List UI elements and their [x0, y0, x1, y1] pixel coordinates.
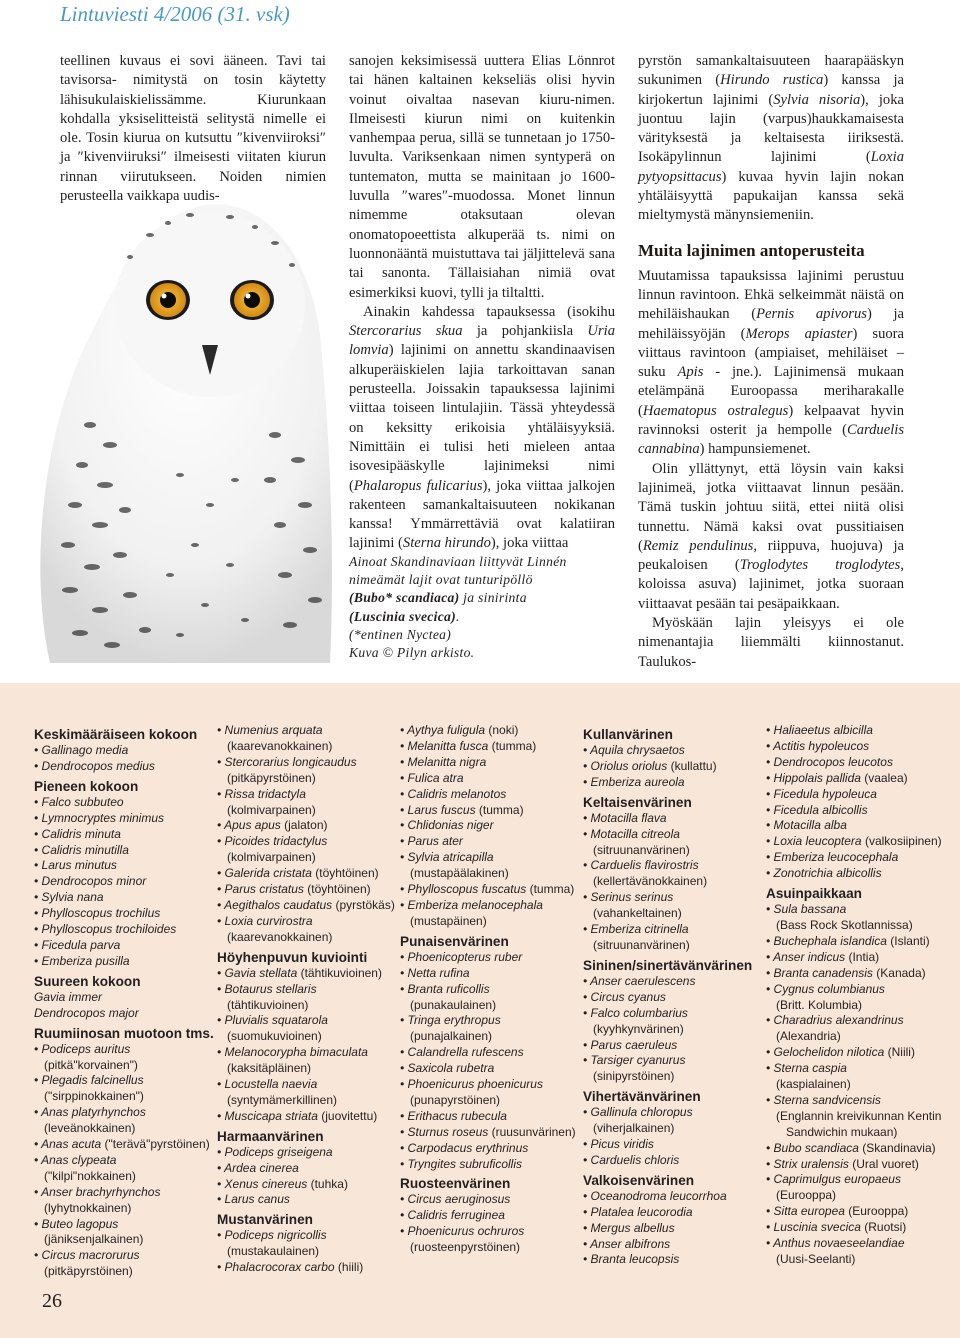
col2-paragraph-1: sanojen keksimisessä uuttera Elias Lönnrot tai hänen kaltainen kekseliäs olisi hyvin voinut oivaltaa nasevan kiuru-nimen. Ilmeisesti kiurun nimi on kuitenkin vanhempaa perua, sillä se tunnetaan jo 1750-luvulta. Variksenkaan nimen syntyperä on tuntematon, mutta se mainitaan jo 1600- luvulla ″wares″-muodossa. Monet linnun nimemme otaksutaan olevan onomatopoeettista alkuperää ts. nimi on luonnonääntä muistuttava tai jäljittelevä sana tai sanonta. Tällaisiahan nimiä ovat esimerkiksi kuovi, tylli ja tiltaltti. [349, 53, 615, 301]
species-item: • Phylloscopus trochilus [34, 906, 161, 921]
species-meaning: (sitruunanvärinen) [593, 842, 690, 857]
species-item: • Parus caeruleus [583, 1037, 678, 1052]
category-heading: Suureen kokoon [34, 973, 141, 989]
species-item: • Luscinia svecica (Ruotsi) [766, 1220, 907, 1235]
species-item: • Anser brachyrhynchos [34, 1184, 161, 1199]
col3-paragraph-3: Olin yllättynyt, että löysin vain kaksi lajinimeä, jotka viittaavat linnun pesään. Tämä tuskin johtuu siitä, ettei niitä olisi tunnettu. Nämä kaksi ovat pussitiaisen (Remiz pendulinus, riippuva, huojuva) ja peukaloisen (Troglodytes troglodytes, koloissa asuva) lajinimet, jotka suoraan viittaavat pesään tai pesäpaikkaan. [638, 460, 904, 612]
species-item: • Carduelis chloris [583, 1152, 680, 1167]
species-item: • Stercorarius longicaudus [217, 754, 357, 769]
species-meaning: (pitkäpyrstöinen) [227, 770, 316, 785]
species-item: • Mergus albellus [583, 1220, 675, 1235]
species-meaning: (sinipyrstöinen) [593, 1069, 675, 1084]
species-meaning: (mustapäälakinen) [410, 866, 509, 881]
species-item: • Erithacus rubecula [400, 1108, 507, 1123]
section-heading: Muita lajinimen antoperusteita [638, 240, 865, 260]
species-item: • Aquila chrysaetos [583, 743, 685, 757]
species-item: • Melanitta nigra [400, 754, 487, 769]
col3-paragraph-1: pyrstön samankaltaisuuteen haarapääskyn sukunimen (Hirundo rustica) kanssa ja kirjokertun lajinimi (Sylvia nisoria), joka juontuu lajin (varpus)haukkamaisesta värityksestä ja keltaisesta iiriksestä. Isokäpylinnun lajinimi (Loxia pytyopsittacus) kuvaa hyvin lajin nokan yhtäläisyyttä papukaijan kanssa sekä mieltymystä mänynsiemeniin. [638, 53, 904, 224]
species-item: • Actitis hypoleucos [766, 738, 870, 753]
species-meaning: (Eurooppa) [776, 1188, 837, 1203]
category-heading: Keskimääräiseen kokoon [34, 727, 198, 742]
col3-paragraph-2: Muutamissa tapauksissa lajinimi perustuu linnun ravintoon. Ehkä selkeimmät näistä on mehiläishaukan (Pernis apivorus) ja mehiläissyöjän (Merops apiaster) suora viittaus ravintoon (ampiaiset, mehiläiset – suku Apis - jne.). Lajinimensä mukaan etelämpänä Euroopassa meriharakalle (Haematopus ostralegus) kelpaavat hyvin ravinnoksi osterit ja hempolle (Carduelis cannabina) hampunsiemenet. [638, 267, 904, 458]
species-item: • Calandrella rufescens [400, 1045, 524, 1060]
species-item: • Botaurus stellaris [217, 981, 317, 996]
category-heading: Vihertävänvärinen [583, 1089, 701, 1105]
species-item: • Strix uralensis (Ural vuoret) [766, 1156, 919, 1171]
species-item: • Emberiza pusilla [34, 953, 130, 968]
species-item: • Phylloscopus fuscatus (tumma) [400, 882, 575, 897]
species-item: • Phylloscopus trochiloides [34, 922, 177, 937]
species-item: • Anas clypeata [34, 1152, 117, 1167]
species-meaning: ("sirppinokkainen") [44, 1089, 144, 1104]
species-item: • Phalacrocorax carbo (hiili) [217, 1260, 364, 1275]
page-number: 26 [42, 1290, 62, 1312]
category-heading: Asuinpaikkaan [766, 886, 862, 902]
species-item: • Melanocorypha bimaculata [217, 1045, 368, 1060]
species-item: • Locustella naevia [217, 1077, 318, 1092]
species-item: • Tryngites subruficollis [400, 1156, 523, 1171]
species-item: • Larus fuscus (tumma) [400, 802, 524, 817]
col1-paragraph: teellinen kuvaus ei sovi ääneen. Tavi tai tavisorsa- nimitystä on tosin käytetty lähisukulaiskielissämme. Kiurunkaan kohdalla yksiselitteistä selitystä nimelle ei ole. Tosin kiurua on kutsuttu ″kivenviiroksi″ ja ″kivenviiruksi″ ilmeisesti viitaten kiurun rinnan viirutukseen. Noiden nimien perusteella vaikkapa uudis- [60, 53, 326, 205]
species-item: • Gelochelidon nilotica (Niili) [766, 1045, 915, 1060]
species-item: • Anser albifrons [583, 1236, 671, 1251]
species-meaning: (leveänokkainen) [44, 1121, 136, 1136]
species-item: • Carpodacus erythrinus [400, 1140, 529, 1155]
species-item: • Zonotrichia albicollis [766, 866, 882, 881]
species-item: • Plegadis falcinellus [34, 1073, 144, 1088]
species-meaning: (mustakaulainen) [227, 1244, 320, 1259]
species-meaning: (vahankeltainen) [593, 906, 682, 921]
species-item: • Sitta europea (Eurooppa) [766, 1204, 909, 1219]
species-item: • Dendrocopos minor [34, 874, 147, 889]
species-item: • Oriolus oriolus (kullattu) [583, 758, 717, 773]
species-item: • Aythya fuligula (noki) [400, 723, 519, 737]
species-column-3 [400, 723, 580, 1256]
species-item: • Haliaeetus albicilla [766, 723, 873, 737]
species-meaning: (kyyhkynvärinen) [593, 1021, 684, 1036]
species-item: • Saxicola rubetra [400, 1061, 495, 1076]
species-item: • Parus ater [400, 834, 463, 849]
species-item: • Parus cristatus (töyhtöinen) [217, 882, 371, 897]
species-item: • Buteo lagopus [34, 1216, 119, 1231]
species-item: • Ardea cinerea [217, 1160, 299, 1175]
species-item: • Calidris ferruginea [400, 1208, 505, 1223]
col2-paragraph-2: Ainakin kahdessa tapauksessa (isokihu Stercorarius skua ja pohjankiisla Uria lomvia) lajinimi on annettu skandinaavisen alkuperäiskielen lajia tarkoittavan sanan perusteella. Joissakin tapauksessa lajinimi viittaa toiseen lintulajiin. Tässä yhteydessä on keksitty erikoisia yhtäläisyyksiä. Nimittäin ei tulisi heti mieleen antaa isovesipääskylle lajinimeksi nimi (Phalaropus fulicarius), joka viittaa jalkojen rakenteen samankaltaisuuteen nokikanan kanssa! Ymmärrettäviä ovat kalatiiran lajinimi (Sterna hirundo), joka viittaa [349, 303, 615, 552]
species-item: • Ficedula albicollis [766, 802, 868, 817]
species-item: • Circus aeruginosus [400, 1192, 511, 1207]
category-heading: Sininen/sinertävänvärinen [583, 957, 753, 973]
species-meaning: (mustapäinen) [410, 913, 487, 928]
species-item: • Anthus novaeseelandiae [766, 1236, 905, 1251]
species-item: • Sylvia atricapilla [400, 850, 494, 865]
species-item: • Pluvialis squatarola [217, 1013, 328, 1028]
species-item: • Picoides tridactylus [217, 834, 328, 849]
species-meaning: Sandwichin mukaan) [786, 1124, 898, 1139]
species-meaning: (suomukuvioinen) [227, 1029, 322, 1044]
species-item: • Cygnus columbianus [766, 981, 885, 996]
species-item: • Tringa erythropus [400, 1013, 501, 1028]
species-item: • Podiceps auritus [34, 1041, 131, 1056]
species-meaning: (lyhytnokkainen) [44, 1200, 132, 1215]
species-meaning: ("kilpi"nokkainen) [44, 1168, 136, 1183]
species-item: • Caprimulgus europaeus [766, 1172, 901, 1187]
category-heading: Ruosteenvärinen [400, 1176, 511, 1192]
species-column-2 [217, 723, 402, 1276]
species-item: • Anser indicus (Intia) [766, 949, 880, 964]
species-meaning: (kaspialainen) [776, 1077, 851, 1092]
species-item: • Muscicapa striata (juovitettu) [217, 1108, 378, 1123]
category-heading: Harmaanvärinen [217, 1128, 324, 1144]
species-item: • Motacilla citreola [583, 826, 680, 841]
species-item: • Branta ruficollis [400, 981, 490, 996]
category-heading: Punaisenvärinen [400, 933, 509, 949]
category-heading: Ruumiinosan muotoon tms. [34, 1025, 214, 1041]
species-item: • Apus apus (jalaton) [217, 818, 328, 833]
species-meaning: (Uusi-Seelanti) [776, 1252, 856, 1266]
text-column-3 [638, 52, 904, 672]
text-column-2 [349, 52, 615, 554]
species-item: • Sylvia nana [34, 890, 104, 905]
species-meaning: (punakaulainen) [410, 997, 497, 1012]
category-heading: Keltaisenvärinen [583, 794, 692, 810]
category-heading: Kullanvärinen [583, 727, 673, 742]
species-item: • Larus minutus [34, 858, 117, 873]
species-item: • Emberiza melanocephala [400, 897, 543, 912]
species-column-5 [766, 723, 956, 1268]
species-item: • Dendrocopos medius [34, 758, 155, 773]
species-meaning: (kolmivarpainen) [227, 802, 316, 817]
species-meaning: (Britt. Kolumbia) [776, 997, 863, 1012]
species-meaning: (punajalkainen) [410, 1029, 493, 1044]
species-meaning: (kellertävänokkainen) [593, 874, 708, 889]
species-column-1 [34, 723, 214, 1280]
species-item: • Oceanodroma leucorrhoa [583, 1188, 727, 1203]
species-meaning: (kaarevanokkainen) [227, 929, 333, 944]
species-meaning: (punapyrstöinen) [410, 1092, 501, 1107]
species-item: • Aegithalos caudatus (pyrstökäs) [217, 897, 395, 912]
species-meaning: (ruosteenpyrstöinen) [410, 1240, 521, 1255]
species-item: • Chlidonias niger [400, 818, 494, 833]
species-item: Dendrocopos major [34, 1005, 139, 1020]
species-item: • Loxia curvirostra [217, 913, 313, 928]
species-meaning: (Bass Rock Skotlannissa) [776, 917, 913, 932]
category-heading: Pieneen kokoon [34, 778, 139, 794]
species-item: • Larus canus [217, 1192, 290, 1207]
species-item: • Buchephala islandica (Islanti) [766, 933, 930, 948]
species-item: • Platalea leucorodia [583, 1204, 693, 1219]
species-meaning: (Englannin kreivikunnan Kentin [776, 1108, 942, 1123]
species-item: • Gallinago media [34, 743, 129, 757]
species-meaning: (sitruunanvärinen) [593, 937, 690, 952]
journal-header: Lintuviesti 4/2006 (31. vsk) [60, 2, 290, 26]
species-meaning: (syntymämerkillinen) [227, 1092, 338, 1107]
species-meaning: (tähtikuvioinen) [227, 997, 309, 1012]
species-item: • Podiceps griseigena [217, 1144, 333, 1159]
species-item: • Charadrius alexandrinus [766, 1013, 904, 1028]
species-meaning: (viherjalkainen) [593, 1121, 675, 1136]
species-item: • Xenus cinereus (tuhka) [217, 1176, 348, 1191]
species-column-4 [583, 723, 763, 1268]
species-item: • Emberiza citrinella [583, 922, 689, 937]
species-meaning: (kaarevanokkainen) [227, 738, 333, 753]
category-heading: Mustanvärinen [217, 1212, 313, 1228]
species-meaning: (pitkäpyrstöinen) [44, 1264, 133, 1279]
species-item: • Gavia stellata (tähtikuvioinen) [217, 965, 382, 980]
species-item: • Sturnus roseus (ruusunvärinen) [400, 1124, 576, 1139]
species-item: • Phoenicurus phoenicurus [400, 1077, 543, 1092]
species-item: • Circus cyanus [583, 989, 666, 1004]
species-item: • Phoenicurus ochruros [400, 1224, 525, 1239]
text-column-1 [60, 52, 326, 206]
species-item: • Falco columbarius [583, 1005, 688, 1020]
species-item: • Hippolais pallida (vaalea) [766, 770, 908, 785]
species-meaning: (pitkä"korvainen") [44, 1057, 138, 1072]
species-item: • Melanitta fusca (tumma) [400, 738, 537, 753]
species-item: • Calidris minutilla [34, 842, 129, 857]
species-item: • Fulica atra [400, 770, 464, 785]
species-item: • Branta canadensis (Kanada) [766, 965, 926, 980]
species-item: • Anas acuta ("terävä"pyrstöinen) [34, 1137, 210, 1152]
species-item: • Phoenicopterus ruber [400, 949, 523, 964]
species-item: • Ficedula parva [34, 937, 121, 952]
species-item: • Bubo scandiaca (Skandinavia) [766, 1140, 936, 1155]
species-item: • Lymnocryptes minimus [34, 810, 165, 825]
species-item: • Sterna sandvicensis [766, 1092, 881, 1107]
species-meaning: (kaksitäpläinen) [227, 1061, 312, 1076]
species-item: • Dendrocopos leucotos [766, 754, 893, 769]
species-item: • Calidris melanotos [400, 786, 507, 801]
species-item: • Rissa tridactyla [217, 786, 306, 801]
species-item: • Numenius arquata [217, 723, 323, 737]
species-item: • Gallinula chloropus [583, 1105, 693, 1120]
species-item: • Emberiza aureola [583, 774, 685, 789]
species-item: • Serinus serinus [583, 890, 674, 905]
species-item: Gavia immer [34, 989, 103, 1004]
species-item: • Motacilla flava [583, 810, 667, 825]
species-meaning: (jäniksenjalkainen) [44, 1232, 144, 1247]
species-item: • Ficedula hypoleuca [766, 786, 877, 801]
species-item: • Galerida cristata (töyhtöinen) [217, 866, 379, 881]
species-meaning: (Alexandria) [776, 1029, 841, 1044]
species-item: • Emberiza leucocephala [766, 850, 899, 865]
species-item: • Netta rufina [400, 965, 470, 980]
photo-caption: Ainoat Skandinaviaan liittyvät Linnén nimeämät lajit ovat tunturipöllö (Bubo* scandiaca) ja sinirinta (Luscinia svecica). (*entinen Nyctea) Kuva © Pilyn arkisto. [349, 554, 567, 661]
species-item: • Falco subbuteo [34, 794, 124, 809]
species-meaning: (kolmivarpainen) [227, 850, 316, 865]
species-item: • Tarsiger cyanurus [583, 1053, 686, 1068]
species-item: • Picus viridis [583, 1137, 654, 1152]
species-item: • Sula bassana [766, 902, 847, 917]
category-heading: Höyhenpuvun kuviointi [217, 949, 368, 965]
species-item: • Sterna caspia [766, 1061, 847, 1076]
species-item: • Anas platyrhynchos [34, 1105, 146, 1120]
category-heading: Valkoisenvärinen [583, 1172, 695, 1188]
species-item: • Calidris minuta [34, 826, 121, 841]
species-item: • Circus macrorurus [34, 1248, 140, 1263]
species-item: • Branta leucopsis [583, 1252, 680, 1267]
species-item: • Carduelis flavirostris [583, 858, 699, 873]
species-item: • Motacilla alba [766, 818, 847, 833]
species-item: • Anser caerulescens [583, 973, 696, 988]
species-item: • Podiceps nigricollis [217, 1228, 327, 1243]
species-item: • Loxia leucoptera (valkosiipinen) [766, 834, 942, 849]
col3-paragraph-4: Myöskään lajin yleisyys ei ole nimenantajia liiemmälti kiinnostanut. Taulukos- [638, 615, 904, 670]
snowy-owl-photo [30, 175, 340, 663]
